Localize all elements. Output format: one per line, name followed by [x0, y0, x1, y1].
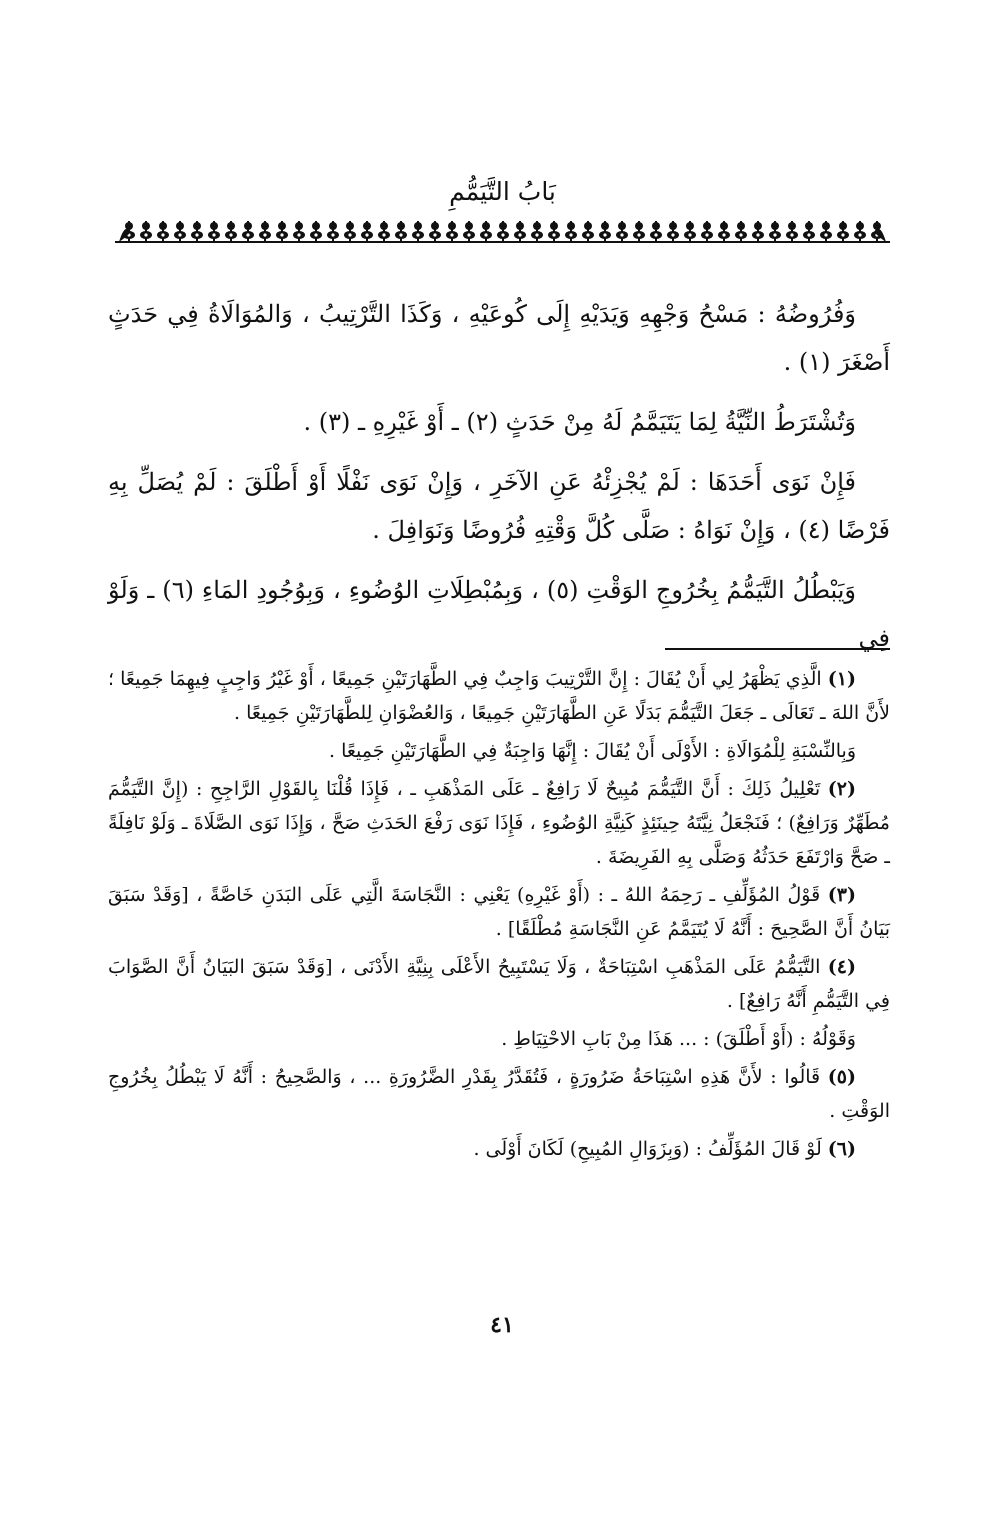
- main-paragraph-4: وَيَبْطُلُ التَّيَمُّمُ بِخُرُوجِ الوَقْتِ (٥) ، وَبِمُبْطِلَاتِ الوُضُوءِ ، وَبِوُجُودِ المَاءِ (٦) ـ وَلَوْ فِي: [108, 576, 890, 652]
- footnote-text: قَالُوا : لأَنَّ هَذِهِ اسْتِبَاحَةُ ضَرُورَةٍ ، فَتُقَدَّرُ بِقَدْرِ الضَّرُورَةِ ... ، وَالصَّحِيحُ : أَنَّهُ لَا يَبْطُلُ بِخُرُوجِ الوَقْتِ .: [108, 1066, 890, 1122]
- footnote-text: لَوْ قَالَ المُؤَلِّفُ : (وَبِزَوَالِ المُبِيحِ) لَكَانَ أَوْلَى .: [473, 1138, 822, 1160]
- footnote-4-continued: [108, 1022, 890, 1056]
- footnote-number: (٤): [827, 956, 856, 978]
- main-paragraph-2: وَتُشْتَرَطُ النِّيَّةُ لِمَا يَتَيَمَّمُ لَهُ مِنْ حَدَثٍ (٢) ـ أَوْ غَيْرِهِ ـ (٣) .: [303, 408, 856, 436]
- ornament-pattern-icon: [115, 218, 890, 246]
- footnote-number: (١): [827, 668, 856, 690]
- footnote-1: [108, 662, 890, 730]
- footnote-text: وَقَوْلُهُ : (أَوْ أَطْلَقَ) : ... هَذَا مِنْ بَابِ الاحْتِيَاطِ .: [501, 1028, 856, 1050]
- footnote-text: تَعْلِيلُ ذَلِكَ : أَنَّ التَّيَمُّمَ مُبِيحٌ لَا رَافِعٌ ـ عَلَى المَذْهَبِ ـ ، فَإِذَا قُلْنَا بِالقَوْلِ الرَّاجِحِ : (إِنَّ التَّيَمُّمَ مُطَهِّرٌ وَرَافِعٌ) ؛ فَنَجْعَلُ نِيَّتَهُ حِينَئِذٍ كَنِيَّةِ الوُضُوءِ ، فَإِذَا نَوَى رَفْعَ الحَدَثِ صَحَّ ، وَإِذَا نَوَى الصَّلَاةَ ـ وَلَوْ نَافِلَةً ـ صَحَّ وَارْتَفَعَ حَدَثُهُ وَصَلَّى بِهِ الفَرِيضَةَ .: [108, 778, 890, 868]
- chapter-header: [115, 172, 890, 212]
- footnote-number: (٢): [827, 778, 857, 800]
- footnote-text: وَبِالنِّسْبَةِ لِلْمُوَالَاةِ : الأَوْلَى أَنْ يُقَالَ : إِنَّهَا وَاجِبَةٌ فِي الطَّهَارَتَيْنِ جَمِيعًا .: [329, 740, 856, 762]
- footnotes: [108, 662, 890, 1170]
- footnote-number: (٥): [827, 1066, 856, 1088]
- footnote-text: قَوْلُ المُؤَلِّفِ ـ رَحِمَهُ اللهُ ـ : (أَوْ غَيْرِهِ) يَعْنِي : النَّجَاسَةَ الَّتِي عَلَى البَدَنِ خَاصَّةً ، [وَقَدْ سَبَقَ بَيَانُ أَنَّ الصَّحِيحَ : أَنَّهُ لَا يُتَيَمَّمُ عَنِ النَّجَاسَةِ مُطْلَقًا] .: [108, 884, 890, 940]
- footnote-6: [108, 1132, 890, 1166]
- footnote-number: (٣): [827, 884, 856, 906]
- page-number: ٤١: [490, 1312, 514, 1338]
- footnote-text: التَّيَمُّمُ عَلَى المَذْهَبِ اسْتِبَاحَةٌ ، وَلَا يَسْتَبِيحُ الأَعْلَى بِنِيَّةِ الأَدْنَى ، [وَقَدْ سَبَقَ البَيَانُ أَنَّ الصَّوَابَ فِي التَّيَمُّمِ أَنَّهُ رَافِعٌ] .: [108, 956, 890, 1012]
- footnote-separator: [665, 648, 890, 650]
- footnote-3: [108, 878, 890, 946]
- main-paragraph-1: وَفُرُوضُهُ : مَسْحُ وَجْهِهِ وَيَدَيْهِ إِلَى كُوعَيْهِ ، وَكَذَا التَّرْتِيبُ ، وَالمُوَالَاةُ فِي حَدَثٍ أَصْغَرَ (١) .: [108, 300, 890, 376]
- footnote-5: [108, 1060, 890, 1128]
- footnote-1-continued: [108, 734, 890, 768]
- footnote-4: [108, 950, 890, 1018]
- footnote-text: الَّذِي يَظْهَرُ لِي أَنْ يُقَالَ : إِنَّ التَّرْتِيبَ وَاجِبٌ فِي الطَّهَارَتَيْنِ جَمِيعًا ، أَوْ غَيْرُ وَاجِبٍ فِيهِمَا جَمِيعًا ؛ لأَنَّ اللهَ ـ تَعَالَى ـ جَعَلَ التَّيَمُّمَ بَدَلًا عَنِ الطَّهَارَتَيْنِ جَمِيعًا ، وَالعُضْوَانِ لِلطَّهَارَتَيْنِ جَمِيعًا .: [108, 668, 890, 724]
- main-paragraph-3: فَإِنْ نَوَى أَحَدَهَا : لَمْ يُجْزِئْهُ عَنِ الآخَرِ ، وَإِنْ نَوَى نَفْلًا أَوْ أَطْلَقَ : لَمْ يُصَلِّ بِهِ فَرْضًا (٤) ، وَإِنْ نَوَاهُ : صَلَّى كُلَّ وَقْتِهِ فُرُوضًا وَنَوَافِلَ .: [108, 468, 890, 544]
- ornamental-border: [115, 218, 890, 246]
- main-text: [108, 290, 890, 674]
- footnote-2: [108, 772, 890, 874]
- chapter-title: بَابُ التَّيَمُّمِ: [449, 177, 556, 206]
- footnote-number: (٦): [827, 1138, 856, 1160]
